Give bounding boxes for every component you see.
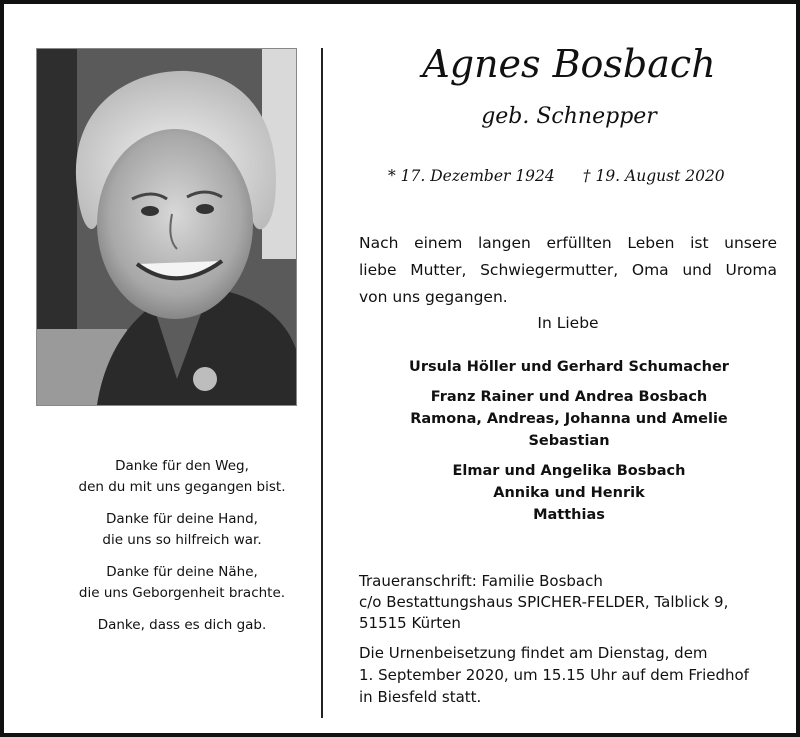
poem-line: Danke, dass es dich gab.: [97, 617, 267, 633]
deceased-name: Agnes Bosbach: [422, 42, 716, 86]
life-dates: [388, 167, 788, 185]
family-line: Sebastian: [528, 433, 610, 449]
poem-stanza: [36, 615, 328, 636]
intro-line: liebe Mutter, Schwiegermutter, Oma und Uroma: [359, 261, 777, 279]
burial-notice: [359, 642, 789, 708]
poem-stanza: [36, 509, 328, 551]
intro-line: von uns gegangen.: [359, 288, 508, 306]
portrait-photo: [36, 48, 297, 406]
poem-stanza: [36, 456, 328, 498]
family-line: Matthias: [533, 507, 605, 523]
intro-line: Nach einem langen erfüllten Leben ist unsere: [359, 234, 777, 252]
poem: [36, 456, 328, 647]
family-line: Franz Rainer und Andrea Bosbach: [430, 389, 708, 405]
family-line: Elmar und Angelika Bosbach: [452, 463, 686, 479]
burial-line: Die Urnenbeisetzung findet am Dienstag, dem: [359, 644, 708, 662]
family-list: [334, 356, 800, 534]
address-line: 51515 Kürten: [359, 614, 461, 632]
death-date: † 19. August 2020: [582, 167, 725, 185]
poem-line: die uns so hilfreich war.: [102, 532, 262, 548]
burial-line: in Biesfeld statt.: [359, 688, 482, 706]
poem-line: Danke für den Weg,: [115, 458, 249, 474]
family-group: [334, 356, 800, 378]
family-line: Ursula Höller und Gerhard Schumacher: [409, 359, 729, 375]
family-line: Ramona, Andreas, Johanna und Amelie: [410, 411, 728, 427]
poem-line: den du mit uns gegangen bist.: [78, 479, 286, 495]
intro-text: [359, 230, 777, 311]
birth-date: * 17. Dezember 1924: [388, 167, 555, 185]
family-group: [334, 460, 800, 526]
poem-stanza: [36, 562, 328, 604]
maiden-name: geb. Schnepper: [481, 104, 657, 129]
portrait-image: [37, 49, 296, 405]
poem-line: Danke für deine Nähe,: [106, 564, 258, 580]
mourning-address: [359, 571, 789, 634]
in-liebe: In Liebe: [537, 314, 599, 332]
burial-line: 1. September 2020, um 15.15 Uhr auf dem Friedhof: [359, 666, 749, 684]
family-group: [334, 386, 800, 452]
address-line: Traueranschrift: Familie Bosbach: [359, 572, 603, 590]
poem-line: die uns Geborgenheit brachte.: [78, 585, 286, 601]
poem-line: Danke für deine Hand,: [106, 511, 258, 527]
address-line: c/o Bestattungshaus SPICHER-FELDER, Talblick 9,: [359, 593, 729, 611]
family-line: Annika und Henrik: [493, 485, 645, 501]
